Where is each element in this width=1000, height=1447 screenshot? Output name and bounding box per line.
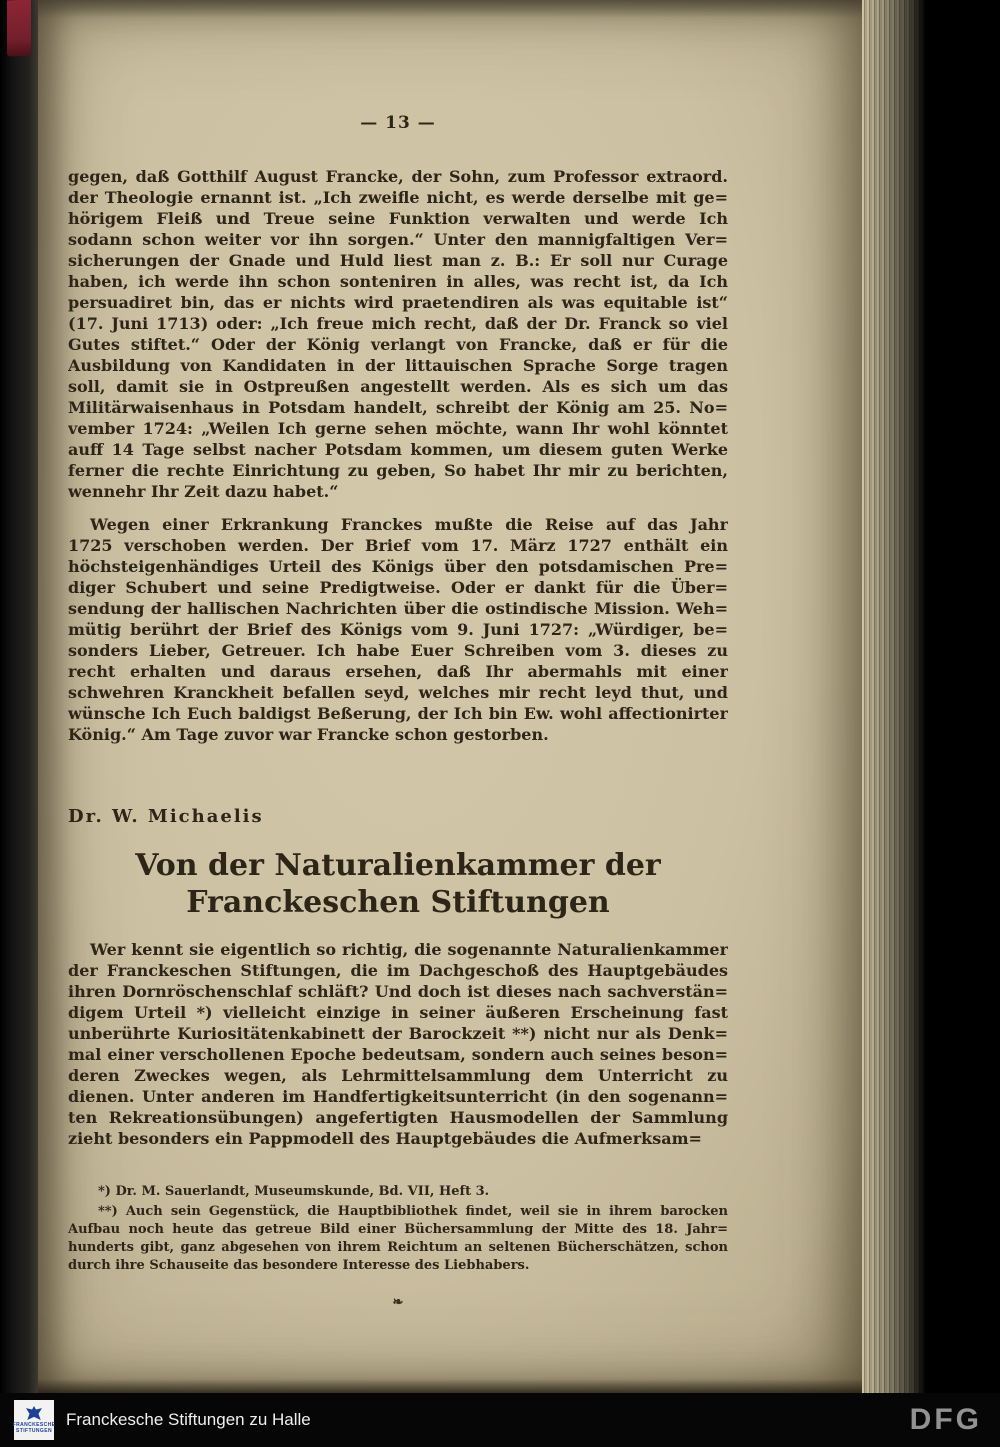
text-line: 1725 verschoben werden. Der Brief vom 17. März 1727 enthält ein — [68, 536, 728, 555]
stiftungen-emblem-icon — [26, 1406, 42, 1420]
book-spine — [0, 0, 38, 1393]
text-line: **) Auch sein Gegenstück, die Hauptbibliothek findet, weil sie in ihrem barocken — [98, 1204, 728, 1219]
text-line: sicherungen der Gnade und Huld liest man z. B.: Er soll nur Curage — [68, 251, 728, 270]
text-line: sendung der hallischen Nachrichten über die ostindische Mission. Weh= — [68, 599, 728, 618]
article-title-line2: Franckeschen Stiftungen — [186, 885, 610, 920]
author-line: Dr. W. Michaelis — [68, 806, 264, 827]
stiftungen-logo-text: FRANCKESCHE STIFTUNGEN — [12, 1422, 56, 1434]
page-text-block — [68, 0, 728, 1310]
page-number: — 13 — — [360, 113, 436, 133]
text-line: Ausbildung von Kandidaten in der littauischen Sprache Sorge tragen — [68, 356, 728, 375]
article-title-line1: Von der Naturalienkammer der — [135, 848, 661, 883]
text-line: recht erhalten und daraus ersehen, daß Ihr abermahls mit einer — [68, 662, 728, 681]
text-line: zieht besonders ein Pappmodell des Hauptgebäudes die Aufmerksam= — [68, 1129, 702, 1148]
text-line: vember 1724: „Weilen Ich gerne sehen möchte, wann Ihr wohl könntet — [68, 419, 728, 438]
text-line: soll, damit sie in Ostpreußen angestellt werden. Als es sich um das — [68, 377, 728, 396]
text-line: (17. Juni 1713) oder: „Ich freue mich recht, daß der Dr. Franck so viel — [68, 314, 728, 333]
viewer-footer-bar — [0, 1393, 1000, 1447]
text-line: mal einer verschollenen Epoche bedeutsam, sondern auch seines beson= — [68, 1045, 728, 1064]
text-line: wennehr Ihr Zeit dazu habet.“ — [68, 482, 339, 501]
text-line: Wer kennt sie eigentlich so richtig, die sogenannte Naturalienkammer — [90, 940, 728, 959]
paragraph — [68, 1183, 728, 1201]
text-line: der Theologie ernannt ist. „Ich zweifle nicht, es werde derselbe mit ge= — [68, 188, 728, 207]
footnotes — [68, 1183, 728, 1275]
text-line: dienen. Unter anderen im Handfertigkeitsunterricht (in den sogenann= — [68, 1087, 728, 1106]
text-line: auff 14 Tage selbst nacher Potsdam kommen, um diesem guten Werke — [68, 440, 728, 459]
paragraph — [68, 514, 728, 745]
paragraph — [68, 1203, 728, 1275]
text-line: Militärwaisenhaus in Potsdam handelt, schreibt der König am 25. No= — [68, 398, 728, 417]
text-line: ten Rekreationsübungen) angefertigten Hausmodellen der Sammlung — [68, 1108, 728, 1127]
text-line: unberührte Kuriositätenkabinett der Barockzeit **) nicht nur als Denk= — [68, 1024, 728, 1043]
text-line: deren Zweckes wegen, als Lehrmittelsammlung dem Unterricht zu — [68, 1066, 728, 1085]
text-line: höchsteigenhändiges Urteil des Königs über den potsdamischen Pre= — [68, 557, 728, 576]
text-line: Aufbau noch heute das getreue Bild einer Büchersammlung der Mitte des 18. Jahr= — [68, 1222, 728, 1237]
printer-ornament: ❧ — [392, 1295, 404, 1310]
text-line: König.“ Am Tage zuvor war Francke schon gestorben. — [68, 725, 549, 744]
article-body — [68, 939, 728, 1149]
text-line: Wegen einer Erkrankung Franckes mußte die Reise auf das Jahr — [90, 515, 728, 534]
text-line: sodann schon weiter vor ihn sorgen.“ Unter den mannigfaltigen Ver= — [68, 230, 728, 249]
paragraph — [68, 939, 728, 1149]
lead-article-continuation — [68, 166, 728, 745]
text-line: persuadiret bin, das er nichts wird praetendiren als was equitable ist“ — [68, 293, 728, 312]
text-line: hunderts gibt, ganz abgesehen von ihrem Reichtum an seltenen Bücherschätzen, schon — [68, 1240, 728, 1255]
franckesche-stiftungen-logo[interactable] — [14, 1400, 54, 1440]
paragraph — [68, 166, 728, 502]
text-line: haben, ich werde ihn schon sonteniren in alles, was recht ist, da Ich — [68, 272, 728, 291]
text-line: gegen, daß Gotthilf August Francke, der Sohn, zum Professor extraord. — [68, 167, 728, 186]
text-line: mütig berührt der Brief des Königs vom 9. Juni 1727: „Würdiger, be= — [68, 620, 728, 639]
text-line: *) Dr. M. Sauerlandt, Museumskunde, Bd. VII, Heft 3. — [98, 1184, 490, 1199]
book-page-edges — [862, 0, 926, 1393]
text-line: durch ihre Schauseite das besondere Interesse des Liebhabers. — [68, 1258, 530, 1273]
text-line: sonders Lieber, Getreuer. Ich habe Euer Schreiben vom 3. dieses zu — [68, 641, 728, 660]
article-title — [68, 847, 728, 921]
text-line: der Franckeschen Stiftungen, die im Dachgeschoß des Hauptgebäudes — [68, 961, 728, 980]
text-line: schwehren Kranckheit befallen seyd, welches mir recht leyd thut, und — [68, 683, 728, 702]
scanned-page — [38, 0, 862, 1393]
text-line: ihren Dornröschenschlaf schläft? Und doch ist dieses nach sachverstän= — [68, 982, 728, 1001]
red-bookmark-ribbon — [7, 0, 31, 56]
text-line: wünsche Ich Euch baldigst Beßerung, der Ich bin Ew. wohl affectionirter — [68, 704, 728, 723]
text-line: hörigem Fleiß und Treue seine Funktion verwalten und werde Ich — [68, 209, 728, 228]
text-line: digem Urteil *) vielleicht einzige in seiner äußeren Erscheinung fast — [68, 1003, 728, 1022]
dfg-logo[interactable]: DFG — [909, 1403, 982, 1436]
text-line: ferner die rechte Einrichtung zu geben, So habet Ihr mir zu berichten, — [68, 461, 728, 480]
institution-name: Franckesche Stiftungen zu Halle — [66, 1410, 311, 1429]
text-line: diger Schubert und seine Predigtweise. Oder er dankt für die Über= — [68, 578, 728, 597]
text-line: Gutes stiftet.“ Oder der König verlangt von Francke, daß er für die — [68, 335, 728, 354]
